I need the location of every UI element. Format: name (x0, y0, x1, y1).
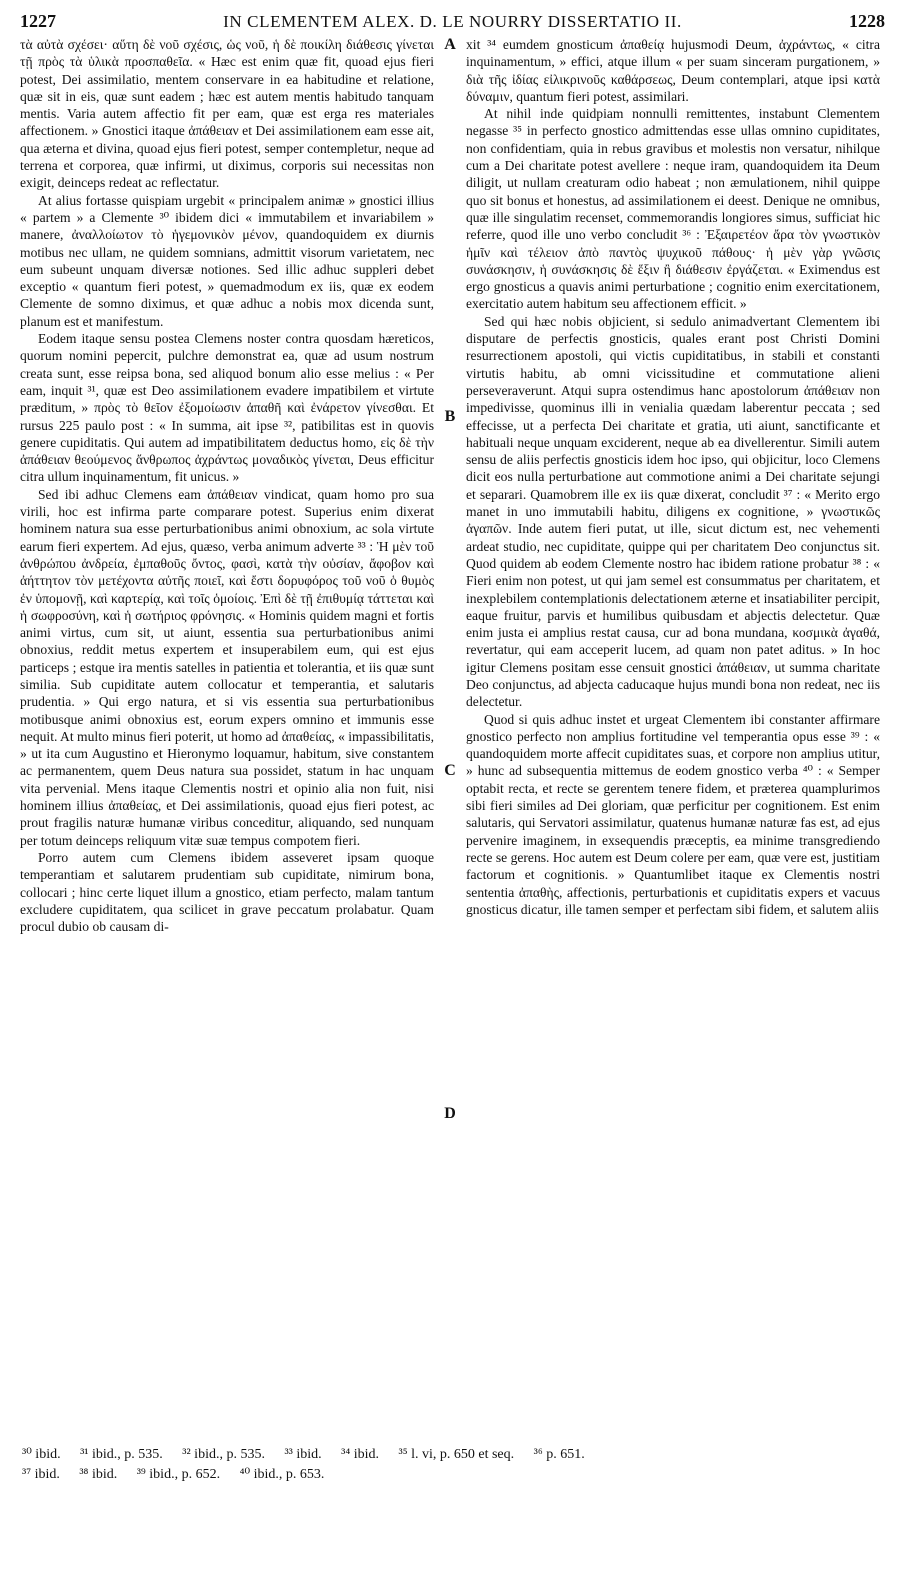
footnote: ³⁶ p. 651. (533, 1447, 585, 1462)
left-paragraph: τὰ αὐτὰ σχέσει· αὕτη δὲ νοῦ σχέσις, ὡς νοῦ, ἡ δὲ ποικίλη διάθεσις γίνεται τῇ πρὸς τὰ ὑλικὰ προσπαθεῖα. « Hæc est enim quæ fit, quoad ejus fieri potest, Dei assimilatio, mentem conservare in ea habitudine et relatione, quæ sit in eis, quæ sunt eadem ; hæc est autem mentis habitudo tanquam mentis. Varia autem affectio fit per eam, quæ est erga res materiales affectionem. » Gnostici itaque ἀπάθειαν et Dei assimilationem eam esse ait, qua æterna et divina, quoad ejus fieri potest, semper contempletur, neque ad terrena et corporea, quæ infirmi, ut diximus, corporis sui necessitas non exigit, deinceps redeat ac reflectatur. (20, 37, 434, 191)
right-paragraph: At nihil inde quidpiam nonnulli remittentes, instabunt Clementem negasse ³⁵ in perfecto gnostico admittendas esse ullas omnino cupiditates, non confidentiam, quia in rebus gravibus et molestis non versatur, nihilque cum a Dei charitate potest avellere : neque iram, quandoquidem ita Deum diligit, ut nullam creaturam odio habeat ; non æmulationem, nihil quippe quo sit bonus et honestus, ad assimilationem ei deest. Denique ne omnibus, quæ ille singulatim recenset, commemorandis longiores simus, sufficiat hic referre, quod ille uno verbo concludit ³⁶ : Ἐξαιρετέον ἄρα τὸν γνωστικὸν ἡμῖν καὶ τέλειον ἀπὸ παντὸς ψυχικοῦ πάθους· ἡ μὲν γὰρ γνῶσις συνάσκησιν, ἡ συνάσκησις δὲ ἕξιν ἢ διάθεσιν ἐργάζεται. « Eximendus est ergo gnosticus a quavis animi perturbatione ; cognitio enim exercitationem, exercitatio autem habitum seu affectionem efficit. » (466, 106, 880, 312)
footnotes (22, 1445, 885, 1485)
footnote: ³¹ ibid., p. 535. (80, 1447, 163, 1462)
footnote: ³⁷ ibid. (22, 1467, 60, 1482)
running-header (20, 5, 885, 33)
left-paragraph: At alius fortasse quispiam urgebit « principalem animæ » gnostici illius « partem » a Clemente ³⁰ ibidem dici « immutabilem et invariabilem » manere, ἀναλλοίωτον τὸ ἡγεμονικὸν μένον, quandoquidem ex diurnis motibus nec ullam, ne quidem somnians, admittit visorum varietatem, nec eum subeunt unquam diversæ notiones. Sed illic adhuc suppleri debet exceptio « quantum fieri potest, » quemadmodum ex iis, quæ ex eodem Clemente de somno diximus, et quæ adhuc a nobis mox dicenda sunt, planum est et manifestum. (20, 192, 434, 329)
footnote: ³⁹ ibid., p. 652. (136, 1467, 221, 1482)
right-paragraph: Quod si quis adhuc instet et urgeat Clementem ibi constanter affirmare gnostico perfecto non amplius fortitudine vel temperantia opus esse ³⁹ : « quandoquidem morte affecit cupiditates suas, et corpore non amplius utitur, » hunc ad subsequentia mittemus de eodem gnostico verba ⁴⁰ : « Semper optabit recta, et recte se gerentem tenere fidem, et præterea quamplurimos sibi fieri similes ad Dei gloriam, quæ perficitur per cognitionem. Est enim salutaris, qui Servatori assimilatur, quatenus humanæ naturæ fas est, ad ejus pervenire imaginem, in exsequendis præceptis, ea minime transgrediendo recte se gerens. Hoc autem est Deum colere per eam, quæ vere est, justitiam factorum et cognitionis. » Quantumlibet itaque ex Clementis nostri sententia ἀπαθὴς, affectionis, perturbationis et cupiditatis expers et vacuus gnosticus dicatur, ille tamen semper et perfectam sibi fidem, et salutem aliis (466, 711, 880, 917)
left-paragraph: Sed ibi adhuc Clemens eam ἀπάθειαν vindicat, quam homo pro sua virili, hoc est infirma parte comparare potest. Superius enim dixerat hominem natura sua esse perturbationibus animi obnoxium, ac sola virtute earum fieri expertem. Ad ejus, quæso, verba animum adverte ³³ : Ἡ μὲν τοῦ ἀνθρώπου ἀνδρεία, ἐμπαθοῦς ὄντος, φασὶ, κατὰ τὴν οὐσίαν, ἄφοβον καὶ ἀήττητον τὸν μετέχοντα αὐτῆς ποιεῖ, καὶ ἔστι δορυφόρος τοῦ νοῦ ὁ θυμὸς ἐν ὑπομονῇ, καὶ καρτερίᾳ, καὶ τοῖς ὁμοίοις. Ἐπὶ δὲ τῇ ἐπιθυμίᾳ τάττεται καὶ ἡ σωφροσύνη, καὶ ἡ σωτήριος φρόνησις. « Hominis quidem magni et fortis animi virtus, cum sit, ut aiunt, essentia sua perturbationibus animi obnoxius, reddit metus expertem et insuperabilem eum, qui est ejus particeps ; estque ira mentis satelles in patientia et tolerantia, et iis quæ sunt similia. Sub cupiditate autem collocatur et temperantia, et salutaris prudentia. » Qui ergo natura, et si vis essentia sua perturbationibus motibusque animi obnoxius est, eorum expers omnino et immunis esse nequit. At multo minus fieri poterit, ut homo ad ἀπαθείας, « impassibilitatis, » ut ita cum Augustino et Hieronymo loquamur, habitum, sive constantem ac permanentem, quem Deus natura sua possidet, statum in hac unquam vita pervenial. Mens itaque Clementis nostri et opinio alia non fuit, nisi hominem illius ἀπαθείας, et Dei assimilationis, quoad ejus fieri potest, ac prout fragilis naturæ humanæ viribus conceditur, aliquando, sed nunquam per totum deinceps reliquum vitæ suæ tempus compotem fieri. (20, 486, 434, 848)
right-column (466, 36, 880, 918)
margin-letter-a: A (444, 36, 456, 53)
footnote: ³⁵ l. vi, p. 650 et seq. (398, 1447, 515, 1462)
page-number-left: 1227 (20, 11, 56, 31)
footnote: ³⁴ ibid. (341, 1447, 380, 1462)
footnote: ⁴⁰ ibid., p. 653. (239, 1467, 325, 1482)
footnote: ³² ibid., p. 535. (182, 1447, 265, 1462)
margin-letter-b: B (444, 408, 456, 425)
right-paragraph: Sed qui hæc nobis objicient, si sedulo animadvertant Clementem ibi disputare de perfectis gnosticis, quales erant post Christi Domini resurrectionem apostoli, qui victis cupiditatibus, in stabili et constanti virtutis habitu, ab omni vicissitudine et commutatione alieni perseveraverunt. Atqui supra ostendimus hanc apostolorum ἀπάθειαν non impedivisse, quominus illi in venialia quædam laberentur peccata ; sed effecisse, ut a perfecta Dei charitate et gratia, uti aiunt, sanctificante et habituali neque unquam exciderent, neque ab ea divellerentur. Simili autem sensu de aliis perfectis gnosticis idem hoc ipso, qui objicitur, loco Clemens dicit eos nulla perturbatione aut commotione animi a Dei charitate sejungi et separari. Quamobrem ille ex iis quæ dixerat, concludit ³⁷ : « Merito ergo manet in uno immutabili habitu, diligens ex cognitione, » γνωστικῶς ἀγαπῶν. Inde autem fieri putat, ut ille, sicut dictum est, nec vehementi ardeat studio, nec cupiditate, quippe qui per charitatem Deo conjunctus sit. Quod quidem ab eodem Clemente nostro hac ibidem ratione probatur ³⁸ : « Fieri enim non potest, ut qui jam semel est consummatus per charitatem, et inexplebilem contemplationis delectationem æterne et insatiabiliter percipit, eaque fruitur, parvis et humilibus quibusdam et abjectis delectetur. Quæ enim justa ei amplius restat causa, cur ad bona mundana, κοσμικὰ ἀγαθά, revertatur, qui eam acceperit lucem, ad quam non patet aditus. » In hoc igitur Clemens positam esse censuit gnostici ἀπάθειαν, ut summa charitate Deo conjunctus, ad abjecta caducaque hujus mundi bona non redeat, nec iis delectetur. (466, 313, 880, 710)
footnote: ³⁸ ibid. (79, 1467, 118, 1482)
footnote: ³⁰ ibid. (22, 1447, 61, 1462)
left-paragraph: Eodem itaque sensu postea Clemens noster contra quosdam hæreticos, quorum nomini pepercit, pulchre demonstrat ea, quæ ad usum nostrum creata sunt, esse reipsa bona, sed aliquod bonum alio esse melius : « Per eam, inquit ³¹, quæ est Deo assimilationem evadere impatibilem et virtute præditum, » πρὸς τὸ θεῖον ἐξομοίωσιν ἀπαθῆ καὶ ἐνάρετον γίνεσθαι. Et rursus 225 paulo post : « In summa, ait ipse ³², patibilitas est in quovis genere cupiditatis. Qui autem ad impatibilitatem deductus homo, εἰς δὲ τὴν ἀπάθειαν θεούμενος ἄνθρωπος ἀχράντως μοναδικὸς γίνεται, Deus efficitur citra ullum inquinamentum, fit unicus. » (20, 331, 434, 485)
left-paragraph: Porro autem cum Clemens ibidem asseveret ipsam quoque temperantiam et salutarem prudentiam sub cupiditate, nimirum bona, collocari ; hinc certe liquet illum a gnostico, etiam perfecto, malam tantum excludere cupiditatem, qua scilicet in grave peccatum prolabatur. Quam procul dubio ob causam di- (20, 849, 434, 935)
page-number-right: 1228 (849, 11, 885, 31)
margin-letter-c: C (444, 762, 456, 779)
footnote: ³³ ibid. (284, 1447, 322, 1462)
right-paragraph: xit ³⁴ eumdem gnosticum ἀπαθείᾳ hujusmodi Deum, ἀχράντως, « citra inquinamentum, » effici, atque illum « per suam sinceram purgationem, » διὰ τῆς ἰδίας εἰλικρινοῦς καθάρσεως, Deum contemplari, atque ipsi κατὰ δύναμιν, quantum fieri potest, assimilari. (466, 37, 880, 104)
running-title: IN CLEMENTEM ALEX. D. LE NOURRY DISSERTATIO II. (223, 12, 682, 31)
margin-letter-d: D (444, 1105, 456, 1122)
left-column (20, 36, 434, 935)
